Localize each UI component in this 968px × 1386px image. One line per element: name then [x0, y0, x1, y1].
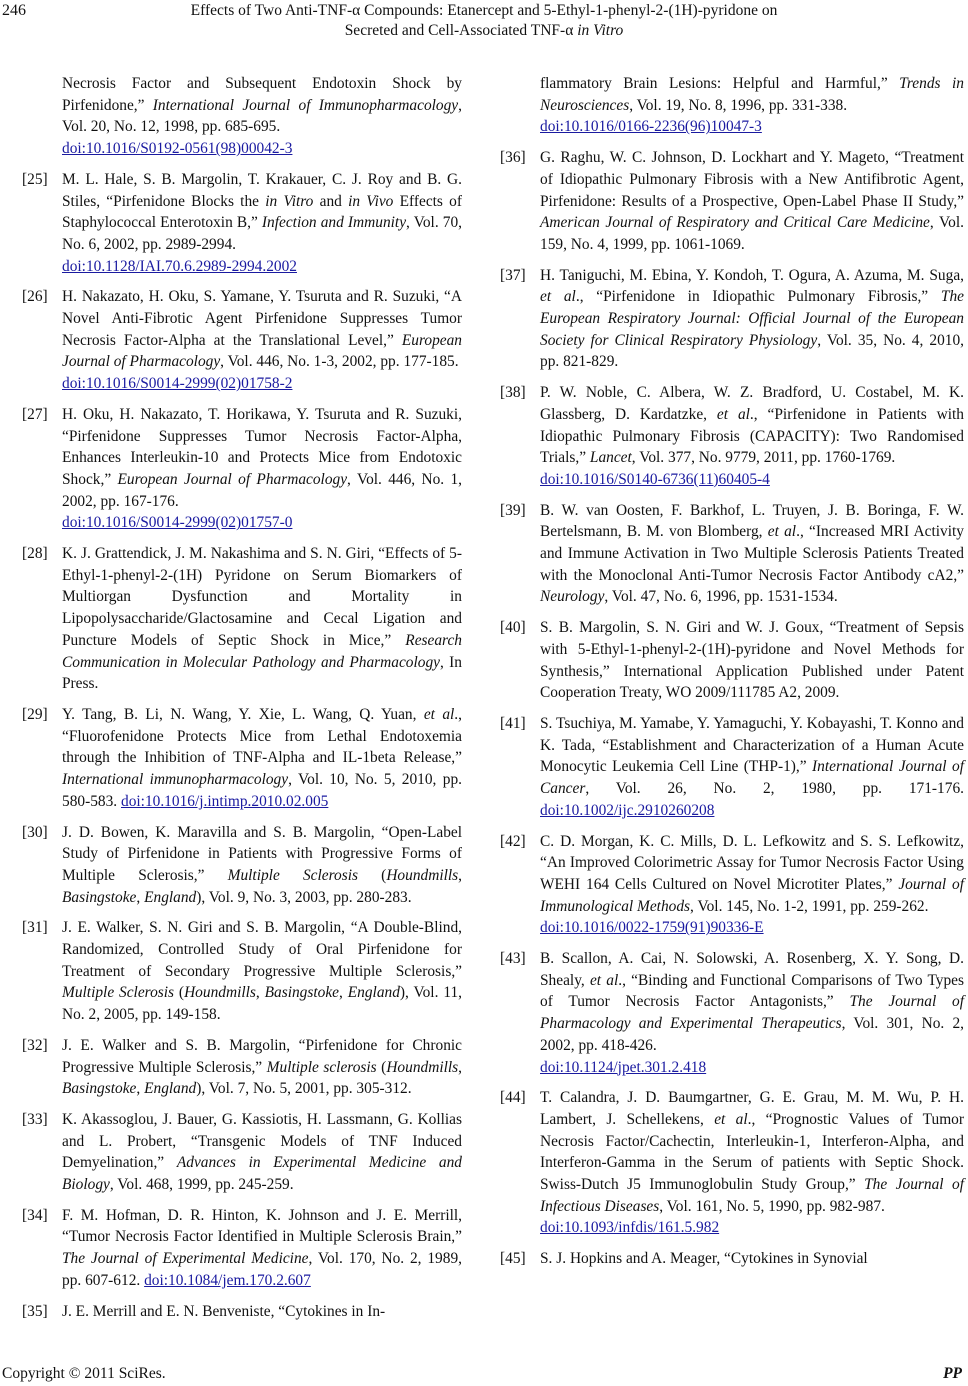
reference-entry	[500, 147, 964, 256]
reference-journal: Advances in Experimental Medicine and Biology	[62, 1154, 462, 1194]
reference-text	[540, 1087, 964, 1239]
reference-text	[62, 169, 462, 278]
reference-sep1: ,	[458, 1058, 462, 1076]
reference-journal: The Journal of Infectious Diseases	[540, 1176, 964, 1215]
reference-number: [45]	[500, 1250, 526, 1268]
reference-etal: et al	[423, 705, 455, 723]
reference-number: [29]	[22, 705, 48, 723]
reference-sep2: ,	[136, 1080, 145, 1098]
page-number: 246	[2, 2, 26, 19]
reference-journal: The Journal of Pharmacology and Experimental Therapeutics	[540, 993, 964, 1033]
reference-etal: et al	[767, 523, 797, 541]
reference-post: , Vol. 446, No. 1-3, 2002, pp. 177-185.	[220, 353, 459, 371]
reference-post: , Vol. 145, No. 1-2, 1991, pp. 259-262.	[690, 897, 929, 915]
reference-entry	[22, 1301, 462, 1323]
reference-post-a: (	[376, 1058, 387, 1076]
reference-etal: et al	[716, 405, 750, 423]
reference-journal: Infection and Immunity	[261, 214, 407, 232]
reference-text	[62, 1205, 462, 1292]
reference-sep1: ,	[255, 984, 265, 1002]
reference-entry	[22, 404, 462, 534]
reference-text	[62, 822, 462, 909]
reference-text	[62, 543, 462, 695]
reference-post-a: (	[174, 984, 185, 1002]
reference-journal: Journal of Immunological Methods	[540, 875, 965, 915]
reference-loc1: Houndmills	[386, 1058, 459, 1076]
reference-post: ), Vol. 7, No. 5, 2001, pp. 305-312.	[196, 1080, 412, 1098]
left-continuation	[22, 73, 462, 160]
reference-post: , Vol. 70, No. 6, 2002, pp. 2989-2994.	[62, 214, 462, 253]
reference-pre: S. Tsuchiya, M. Yamabe, Y. Yamaguchi, Y. Kobayashi, T. Konno and K. Tada, “Establishment and Characterization of a Human Acute Monocytic Leukemia Cell Line (THP-1),”	[540, 714, 964, 776]
reference-sep1: ,	[458, 866, 462, 884]
reference-post: , Vol. 161, No. 5, 1990, pp. 982-987.	[659, 1197, 885, 1215]
reference-doi-link[interactable]: doi:10.1093/infdis/161.5.982	[540, 1219, 720, 1237]
journal-abbrev: PP	[943, 1365, 962, 1382]
reference-mid2: Effects of Staphylococcal Enterotoxin B,”	[62, 192, 462, 232]
reference-entry	[500, 500, 964, 609]
reference-text	[540, 713, 964, 822]
reference-pre: T. Calandra, J. D. Baumgartner, G. E. Grau, M. M. Wu, P. H. Lambert, J. Schellekens,	[540, 1089, 964, 1128]
continuation-doi-link[interactable]: doi:10.1016/0166-2236(96)10047-3	[540, 118, 762, 136]
reference-pre: M. L. Hale, S. B. Margolin, T. Krakauer, C. J. Roy and B. G. Stiles, “Pirfenidone Blocks the	[62, 170, 462, 210]
reference-etal: et al	[540, 288, 576, 306]
reference-number: [42]	[500, 832, 526, 850]
reference-loc3: England	[347, 984, 400, 1002]
running-title-line-2-italic: in Vitro	[577, 22, 624, 39]
reference-loc2: Basingstoke	[264, 984, 340, 1002]
reference-number: [39]	[500, 501, 526, 519]
reference-mid: and	[313, 192, 349, 210]
right-continuation	[500, 73, 964, 138]
reference-journal: Neurology	[540, 588, 605, 606]
reference-post: , In Press.	[62, 653, 462, 693]
reference-post: ), Vol. 9, No. 3, 2003, pp. 280-283.	[196, 888, 412, 906]
reference-number: [34]	[22, 1206, 48, 1224]
reference-sep2: ,	[339, 984, 348, 1002]
reference-loc2: Basingstoke	[62, 1080, 137, 1098]
reference-etal: et al	[714, 1110, 748, 1128]
reference-post: , Vol. 47, No. 6, 1996, pp. 1531-1534.	[604, 588, 838, 606]
reference-it2: in Vivo	[348, 192, 394, 210]
reference-post: ), Vol. 11, No. 2, 2005, pp. 149-158.	[62, 984, 462, 1024]
reference-post: , Vol. 446, No. 1, 2002, pp. 167-176.	[62, 470, 462, 510]
reference-pre2: ., “Fluorofenidone Protects Mice from Lethal Endotoxemia through the Inhibition of TNF-Alpha and IL-1beta Release,”	[62, 705, 462, 767]
reference-text	[62, 404, 462, 534]
reference-pre: G. Raghu, W. C. Johnson, D. Lockhart and Y. Mageto, “Treatment of Idiopathic Pulmonary Fibrosis with a New Antifibrotic Agent, Pirfenidone: Results of a Prospective, Open-Label Phase II Study,”	[540, 149, 964, 210]
reference-number: [30]	[22, 823, 48, 841]
reference-loc3: England	[144, 888, 197, 906]
reference-entry	[500, 1087, 964, 1239]
reference-pre2: ., “Binding and Functional Comparisons of Two Types of Tumor Necrosis Factor Antagonists,”	[540, 971, 964, 1011]
reference-entry	[22, 822, 462, 909]
reference-journal: Lancet	[589, 449, 632, 467]
reference-text	[540, 1248, 964, 1270]
reference-journal: International Journal of Cancer	[540, 758, 964, 798]
reference-pre: J. E. Walker and S. B. Margolin, “Pirfenidone for Chronic Progressive Multiple Sclerosis,”	[62, 1036, 462, 1076]
reference-journal: Research Communication in Molecular Pathology and Pharmacology	[62, 631, 462, 671]
reference-entry	[500, 265, 964, 374]
reference-pre: S. J. Hopkins and A. Meager, “Cytokines in Synovial	[540, 1250, 868, 1268]
running-title-line-2	[0, 21, 968, 41]
reference-text	[540, 831, 964, 940]
reference-journal: European Journal of Pharmacology	[62, 331, 462, 371]
reference-pre2: ., “Increased MRI Activity and Immune Activation in Two Multiple Sclerosis Patients Treated with the Monoclonal Anti-Tumor Necrosis Factor Antibody cA2,”	[540, 523, 964, 584]
reference-sep2: ,	[136, 888, 145, 906]
reference-post: , Vol. 10, No. 5, 2010, pp. 580-583.	[62, 771, 462, 810]
reference-pre: B. Scallon, A. Cai, N. Solowski, A. Rosenberg, X. Y. Song, D. Shealy,	[540, 950, 964, 989]
reference-text	[540, 147, 964, 256]
reference-text	[540, 948, 964, 1078]
reference-number: [33]	[22, 1110, 48, 1128]
reference-number: [43]	[500, 950, 526, 968]
reference-number: [25]	[22, 170, 48, 188]
reference-loc1: Houndmills	[386, 866, 459, 884]
continuation-journal: International Journal of Immunopharmacology	[152, 96, 459, 114]
reference-pre: J. E. Merrill and E. N. Benveniste, “Cytokines in In-	[62, 1302, 386, 1320]
reference-pre: F. M. Hofman, D. R. Hinton, K. Johnson and J. E. Merrill, “Tumor Necrosis Factor Identified in Multiple Sclerosis Brain,”	[62, 1206, 462, 1246]
reference-journal: American Journal of Respiratory and Critical Care Medicine	[540, 214, 930, 232]
reference-post: , Vol. 35, No. 4, 2010, pp. 821-829.	[540, 331, 965, 371]
reference-number: [37]	[500, 266, 526, 284]
reference-text	[540, 617, 964, 704]
reference-journal: European Journal of Pharmacology	[117, 470, 348, 488]
copyright: Copyright © 2011 SciRes.	[2, 1365, 166, 1382]
reference-text	[62, 917, 462, 1026]
reference-number: [32]	[22, 1036, 48, 1054]
reference-doi-link[interactable]: doi:10.1016/0022-1759(91)90336-E	[540, 919, 764, 937]
reference-text	[540, 382, 964, 491]
reference-pre: Y. Tang, B. Li, N. Wang, Y. Xie, L. Wang, Q. Yuan,	[62, 705, 424, 723]
running-title-line-2-text: Secreted and Cell-Associated TNF-α	[344, 22, 578, 39]
reference-pre: K. Akassoglou, J. Bauer, G. Kassiotis, H. Lassmann, G. Kollias and L. Probert, “Transgenic Models of TNF Induced Demyelination,”	[62, 1110, 462, 1172]
reference-entry	[22, 1109, 462, 1196]
running-title	[0, 1, 968, 41]
reference-doi-link[interactable]: doi:10.1128/IAI.70.6.2989-2994.2002	[62, 257, 297, 275]
reference-post: , Vol. 301, No. 2, 2002, pp. 418-426.	[540, 1015, 964, 1054]
reference-entry	[22, 704, 462, 813]
reference-entry	[500, 382, 964, 491]
reference-doi-link[interactable]: doi:10.1016/j.intimp.2010.02.005	[121, 792, 329, 810]
reference-text	[540, 500, 964, 609]
reference-pre: P. W. Noble, C. Albera, W. Z. Bradford, U. Costabel, M. K. Glassberg, D. Kardatzke,	[540, 384, 964, 423]
reference-post: , Vol. 159, No. 4, 1999, pp. 1061-1069.	[540, 214, 964, 253]
reference-journal: Multiple Sclerosis	[62, 984, 175, 1002]
reference-entry	[22, 1205, 462, 1292]
continuation-details: , Vol. 19, No. 8, 1996, pp. 331-338.	[629, 96, 848, 114]
reference-pre: H. Nakazato, H. Oku, S. Yamane, Y. Tsuruta and R. Suzuki, “A Novel Anti-Fibrotic Agent Pirfenidone Suppresses Tumor Necrosis Factor-Alpha at the Translational Level,”	[62, 288, 462, 349]
reference-doi-link[interactable]: doi:10.1016/S0140-6736(11)60405-4	[540, 470, 770, 488]
reference-post: , Vol. 468, 1999, pp. 245-259.	[109, 1176, 294, 1194]
reference-entry	[500, 831, 964, 940]
continuation-doi-link[interactable]: doi:10.1016/S0192-0561(98)00042-3	[62, 140, 293, 158]
reference-post-a: (	[357, 866, 387, 884]
reference-pre: K. J. Grattendick, J. M. Nakashima and S. N. Giri, “Effects of 5-Ethyl-1-phenyl-2-(1H) Pyridone on Serum Biomarkers of Multiorgan Dysfunction and Mortality in Lipopolysaccharide/Glactosamine and Cecal Ligation and Puncture Models of Septic Shock in Mice,”	[62, 545, 462, 649]
reference-number: [26]	[22, 288, 48, 306]
reference-entry	[22, 169, 462, 278]
reference-pre: H. Oku, H. Nakazato, T. Horikawa, Y. Tsuruta and R. Suzuki, “Pirfenidone Suppresses Tumor Necrosis Factor-Alpha, Enhances Interleukin-10 and Protects Mice from Endotoxic Shock,”	[62, 405, 462, 488]
reference-number: [27]	[22, 405, 48, 423]
reference-journal: International immunopharmacology	[62, 771, 289, 789]
reference-etal: et al	[589, 971, 619, 989]
reference-number: [36]	[500, 149, 526, 167]
reference-post: , Vol. 170, No. 2, 1989, pp. 607-612.	[62, 1250, 462, 1289]
reference-entry	[500, 1248, 964, 1270]
reference-pre: S. B. Margolin, S. N. Giri and W. J. Goux, “Treatment of Sepsis with 5-Ethyl-1-phenyl-2-(1H)-pyridone and Novel Methods for Synthesis,” International Application Published under Patent Cooperation Treaty, WO 2009/111785 A2, 2009.	[540, 619, 964, 702]
reference-text	[62, 1301, 462, 1323]
reference-loc3: England	[144, 1080, 197, 1098]
reference-doi-link[interactable]: doi:10.1124/jpet.301.2.418	[540, 1058, 707, 1076]
reference-journal: Multiple Sclerosis	[227, 866, 358, 884]
reference-entry	[500, 948, 964, 1078]
reference-entry	[22, 286, 462, 395]
reference-pre: H. Taniguchi, M. Ebina, Y. Kondoh, T. Ogura, A. Azuma, M. Suga,	[540, 266, 964, 284]
reference-loc2: Basingstoke	[62, 888, 137, 906]
reference-text	[62, 1035, 462, 1100]
reference-entry	[500, 713, 964, 822]
reference-loc1: Houndmills	[184, 984, 256, 1002]
reference-pre2: ., “Prognostic Values of Tumor Necrosis Factor/Cachectin, Interleukin-1, Interferon-Alpha, and Interferon-Gamma in the Serum of patients with Septic Shock. Swiss-Dutch J5 Immunoglobulin Study Group,”	[540, 1110, 964, 1194]
reference-journal: The European Respiratory Journal: Official Journal of the European Society for Clinical Respiratory Physiology	[540, 288, 964, 349]
running-title-line-1: Effects of Two Anti-TNF-α Compounds: Etanercept and 5-Ethyl-1-phenyl-2-(1H)-pyridone on	[190, 2, 778, 19]
reference-entry	[500, 617, 964, 704]
reference-number: [31]	[22, 919, 48, 937]
continuation-text: Necrosis Factor and Subsequent Endotoxin Shock by Pirfenidone,”	[62, 75, 462, 114]
reference-pre: J. D. Bowen, K. Maravilla and S. B. Margolin, “Open-Label Study of Pirfenidone in Patients with Progressive Forms of Multiple Sclerosis,”	[62, 823, 462, 884]
reference-number: [44]	[500, 1089, 526, 1107]
reference-it1: in Vitro	[265, 192, 314, 210]
reference-post: , Vol. 377, No. 9779, 2011, pp. 1760-1769.	[631, 449, 896, 467]
reference-entry	[22, 917, 462, 1026]
continuation-text: flammatory Brain Lesions: Helpful and Harmful,”	[540, 75, 900, 92]
reference-pre: J. E. Walker, S. N. Giri and S. B. Margolin, “A Double-Blind, Randomized, Controlled Study of Oral Pirfenidone for Treatment of Secondary Progressive Multiple Sclerosis,”	[62, 919, 462, 980]
reference-pre2: ., “Pirfenidone in Patients with Idiopathic Pulmonary Fibrosis (CAPACITY): Two Randomised Trials,”	[540, 405, 964, 467]
reference-text	[62, 286, 462, 395]
continuation-details: , Vol. 20, No. 12, 1998, pp. 685-695.	[62, 96, 462, 136]
left-column	[22, 73, 462, 1331]
reference-text	[62, 1109, 462, 1196]
reference-number: [28]	[22, 545, 48, 563]
reference-text	[540, 265, 964, 374]
reference-pre: B. W. van Oosten, F. Barkhof, L. Truyen, J. B. Boringa, F. W. Bertelsmann, B. M. von Blomberg,	[540, 501, 964, 541]
reference-journal: Multiple sclerosis	[266, 1058, 377, 1076]
reference-doi-link[interactable]: doi:10.1016/S0014-2999(02)01758-2	[62, 375, 293, 393]
reference-pre2: ., “Pirfenidone in Idiopathic Pulmonary Fibrosis,”	[575, 288, 941, 306]
reference-number: [41]	[500, 714, 526, 732]
reference-number: [35]	[22, 1302, 48, 1320]
reference-entry	[22, 1035, 462, 1100]
reference-doi-link[interactable]: doi:10.1002/ijc.2910260208	[540, 801, 715, 819]
continuation-journal: Trends in Neurosciences	[540, 75, 964, 114]
reference-journal: The Journal of Experimental Medicine	[62, 1250, 309, 1268]
reference-number: [38]	[500, 384, 526, 402]
reference-number: [40]	[500, 619, 526, 637]
reference-post: , Vol. 26, No. 2, 1980, pp. 171-176.	[585, 780, 964, 798]
reference-pre: C. D. Morgan, K. C. Mills, D. L. Lefkowitz and S. S. Lefkowitz, “An Improved Colorimetric Assay for Tumor Necrosis Factor Using WEHI 164 Cells Cultured on Novel Microtiter Plates,”	[540, 832, 964, 893]
reference-doi-link[interactable]: doi:10.1084/jem.170.2.607	[144, 1271, 311, 1289]
reference-entry	[22, 543, 462, 695]
reference-text	[62, 704, 462, 813]
right-column	[500, 73, 964, 1279]
reference-doi-link[interactable]: doi:10.1016/S0014-2999(02)01757-0	[62, 514, 293, 532]
